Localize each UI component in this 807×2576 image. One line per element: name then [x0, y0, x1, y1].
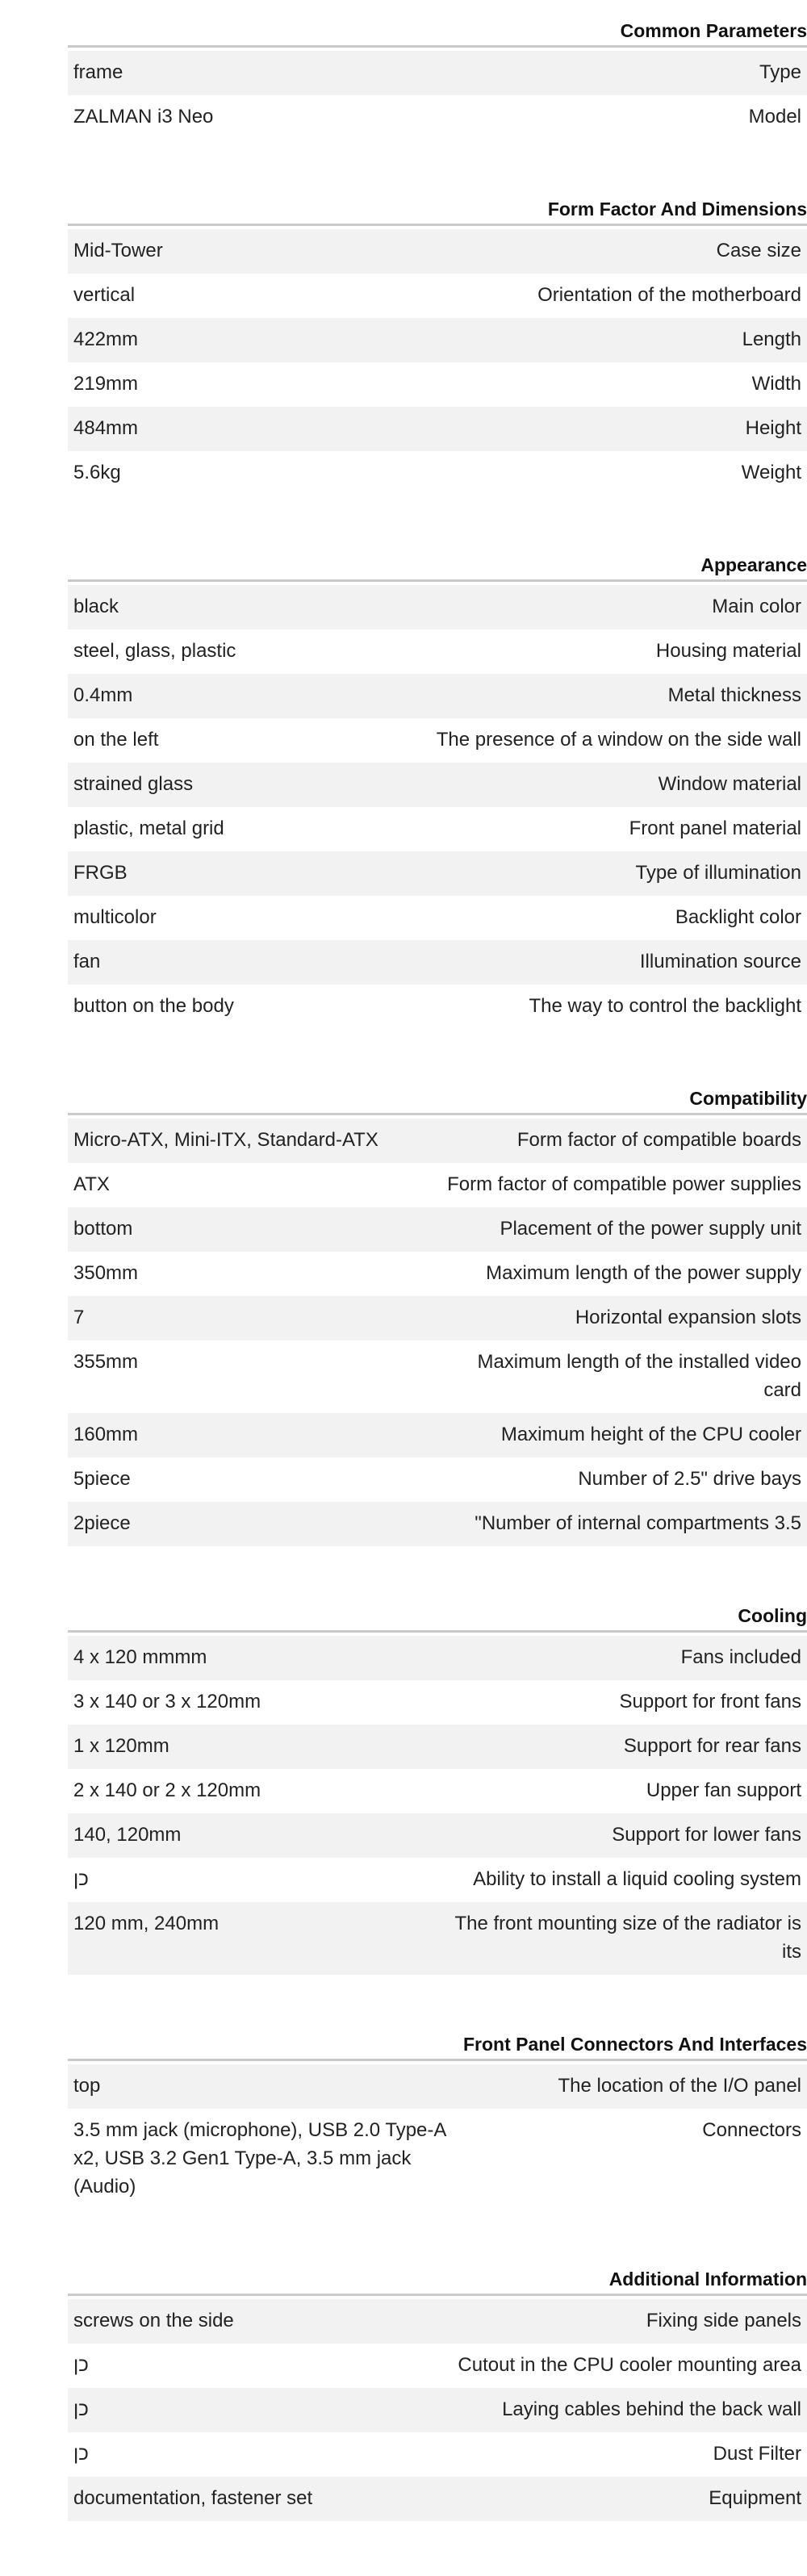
- section-title: Form Factor And Dimensions: [68, 194, 807, 226]
- spec-value: כן: [73, 2398, 89, 2420]
- table-row: [68, 763, 807, 807]
- spec-property: Model: [748, 106, 801, 128]
- section-title: Compatibility: [68, 1084, 807, 1115]
- spec-property: Support for front fans: [619, 1691, 801, 1712]
- spec-property: Height: [745, 417, 801, 439]
- spec-value: 160mm: [73, 1424, 139, 1445]
- table-row: [68, 2109, 807, 2210]
- spec-section: [68, 550, 807, 1029]
- table-row: [68, 1902, 807, 1975]
- table-row: [68, 1252, 807, 1296]
- spec-property: Ability to install a liquid cooling system: [473, 1868, 801, 1890]
- table-row: [68, 1296, 807, 1340]
- table-row: [68, 674, 807, 718]
- table-row: [68, 1502, 807, 1546]
- spec-table: [68, 51, 807, 140]
- spec-property: Maximum height of the CPU cooler: [500, 1424, 801, 1445]
- spec-value: top: [73, 2075, 101, 2097]
- spec-property: Form factor of compatible boards: [516, 1129, 801, 1151]
- spec-value: button on the body: [73, 995, 234, 1017]
- table-row: [68, 718, 807, 763]
- spec-property: Maximum length of the installed video card: [477, 1351, 801, 1401]
- section-title: Additional Information: [68, 2264, 807, 2296]
- spec-value: Micro-ATX, Mini-ITX, Standard-ATX: [73, 1129, 378, 1151]
- spec-property: The front mounting size of the radiator is its: [454, 1913, 801, 1963]
- spec-table: [68, 229, 807, 496]
- section-title: Cooling: [68, 1601, 807, 1633]
- table-row: [68, 2064, 807, 2109]
- spec-table: [68, 1636, 807, 1975]
- table-row: [68, 629, 807, 674]
- spec-value: frame: [73, 61, 123, 83]
- section-title: Front Panel Connectors And Interfaces: [68, 2030, 807, 2061]
- spec-property: Placement of the power supply unit: [500, 1218, 801, 1240]
- spec-value: 7: [73, 1307, 85, 1328]
- table-row: [68, 451, 807, 496]
- spec-property: Cutout in the CPU cooler mounting area: [458, 2354, 801, 2376]
- spec-value: 422mm: [73, 328, 139, 350]
- table-row: [68, 274, 807, 318]
- spec-value: כן: [73, 1868, 89, 1890]
- spec-section: [68, 16, 807, 140]
- spec-property: Illumination source: [639, 951, 801, 972]
- spec-value: כן: [73, 2443, 89, 2465]
- spec-section: [68, 194, 807, 496]
- table-row: [68, 585, 807, 629]
- table-row: [68, 2388, 807, 2432]
- spec-value: documentation, fastener set: [73, 2487, 313, 2509]
- spec-value: 2 x 140 or 2 x 120mm: [73, 1779, 261, 1801]
- spec-value: 219mm: [73, 373, 139, 395]
- spec-property: Main color: [712, 596, 801, 617]
- spec-property: Window material: [658, 773, 801, 795]
- spec-property: Type: [759, 61, 801, 83]
- spec-section: [68, 2264, 807, 2521]
- spec-value: bottom: [73, 1218, 133, 1240]
- table-row: [68, 2477, 807, 2521]
- spec-value: 355mm: [73, 1351, 139, 1373]
- spec-property: Orientation of the motherboard: [537, 284, 801, 306]
- spec-value: multicolor: [73, 906, 157, 928]
- table-row: [68, 318, 807, 362]
- spec-value: FRGB: [73, 862, 128, 884]
- spec-value: 5piece: [73, 1468, 131, 1490]
- spec-value: fan: [73, 951, 101, 972]
- spec-property: Laying cables behind the back wall: [502, 2398, 801, 2420]
- spec-value: screws on the side: [73, 2310, 234, 2331]
- table-row: [68, 51, 807, 95]
- spec-value: 484mm: [73, 417, 139, 439]
- table-row: [68, 1163, 807, 1207]
- table-row: [68, 1813, 807, 1858]
- table-row: [68, 2432, 807, 2477]
- table-row: [68, 1207, 807, 1252]
- table-row: [68, 1858, 807, 1902]
- table-row: [68, 1119, 807, 1163]
- spec-property: "Number of internal compartments 3.5: [475, 1512, 801, 1534]
- spec-value: steel, glass, plastic: [73, 640, 236, 662]
- spec-property: Fans included: [680, 1646, 801, 1668]
- spec-table: [68, 585, 807, 1029]
- spec-section: [68, 1084, 807, 1546]
- spec-value: vertical: [73, 284, 136, 306]
- spec-property: Backlight color: [675, 906, 801, 928]
- spec-value: Mid-Tower: [73, 240, 163, 261]
- section-title: Appearance: [68, 550, 807, 582]
- table-row: [68, 229, 807, 274]
- table-row: [68, 807, 807, 851]
- table-row: [68, 1636, 807, 1680]
- spec-property: Support for lower fans: [612, 1824, 801, 1846]
- spec-value: ATX: [73, 1173, 110, 1195]
- spec-value: plastic, metal grid: [73, 818, 224, 839]
- spec-property: Upper fan support: [646, 1779, 801, 1801]
- spec-property: Horizontal expansion slots: [575, 1307, 801, 1328]
- spec-value: 120 mm, 240mm: [73, 1913, 220, 1934]
- spec-property: Maximum length of the power supply: [486, 1262, 801, 1284]
- spec-value: strained glass: [73, 773, 194, 795]
- spec-section: [68, 2030, 807, 2210]
- table-row: [68, 407, 807, 451]
- table-row: [68, 95, 807, 140]
- spec-property: Length: [742, 328, 801, 350]
- table-row: [68, 940, 807, 985]
- spec-property: Weight: [741, 462, 801, 483]
- table-row: [68, 1680, 807, 1725]
- spec-value: black: [73, 596, 119, 617]
- table-row: [68, 1457, 807, 1502]
- spec-value: ZALMAN i3 Neo: [73, 106, 214, 128]
- table-row: [68, 362, 807, 407]
- spec-value: 3.5 mm jack (microphone), USB 2.0 Type-A x2, USB 3.2 Gen1 Type-A, 3.5 mm jack (Audio): [73, 2119, 446, 2198]
- spec-value: 0.4mm: [73, 684, 133, 706]
- spec-value: 3 x 140 or 3 x 120mm: [73, 1691, 261, 1712]
- spec-property: Case size: [716, 240, 801, 261]
- spec-table: [68, 1119, 807, 1546]
- spec-property: Metal thickness: [667, 684, 801, 706]
- spec-value: כן: [73, 2354, 89, 2376]
- spec-value: 2piece: [73, 1512, 131, 1534]
- table-row: [68, 1725, 807, 1769]
- spec-property: Front panel material: [629, 818, 801, 839]
- spec-table: [68, 2299, 807, 2521]
- spec-value: 350mm: [73, 1262, 139, 1284]
- table-row: [68, 2344, 807, 2388]
- table-row: [68, 851, 807, 896]
- spec-property: Number of 2.5" drive bays: [578, 1468, 801, 1490]
- section-title: Common Parameters: [68, 16, 807, 48]
- spec-property: Connectors: [702, 2119, 801, 2141]
- spec-value: 140, 120mm: [73, 1824, 182, 1846]
- spec-section: [68, 1601, 807, 1975]
- table-row: [68, 1340, 807, 1413]
- spec-value: 4 x 120 mmmm: [73, 1646, 207, 1668]
- table-row: [68, 1413, 807, 1457]
- table-row: [68, 2299, 807, 2344]
- spec-property: Dust Filter: [713, 2443, 801, 2465]
- table-row: [68, 896, 807, 940]
- table-row: [68, 1769, 807, 1813]
- spec-value: 1 x 120mm: [73, 1735, 169, 1757]
- spec-property: The location of the I/O panel: [558, 2075, 801, 2097]
- spec-property: Housing material: [655, 640, 801, 662]
- spec-property: Support for rear fans: [623, 1735, 801, 1757]
- spec-property: Type of illumination: [635, 862, 801, 884]
- spec-property: The way to control the backlight: [529, 995, 801, 1017]
- spec-property: The presence of a window on the side wall: [436, 729, 801, 751]
- table-row: [68, 985, 807, 1029]
- spec-property: Form factor of compatible power supplies: [447, 1173, 801, 1195]
- spec-value: on the left: [73, 729, 159, 751]
- spec-property: Equipment: [709, 2487, 801, 2509]
- spec-table: [68, 2064, 807, 2210]
- spec-value: 5.6kg: [73, 462, 121, 483]
- spec-property: Width: [751, 373, 801, 395]
- spec-property: Fixing side panels: [646, 2310, 801, 2331]
